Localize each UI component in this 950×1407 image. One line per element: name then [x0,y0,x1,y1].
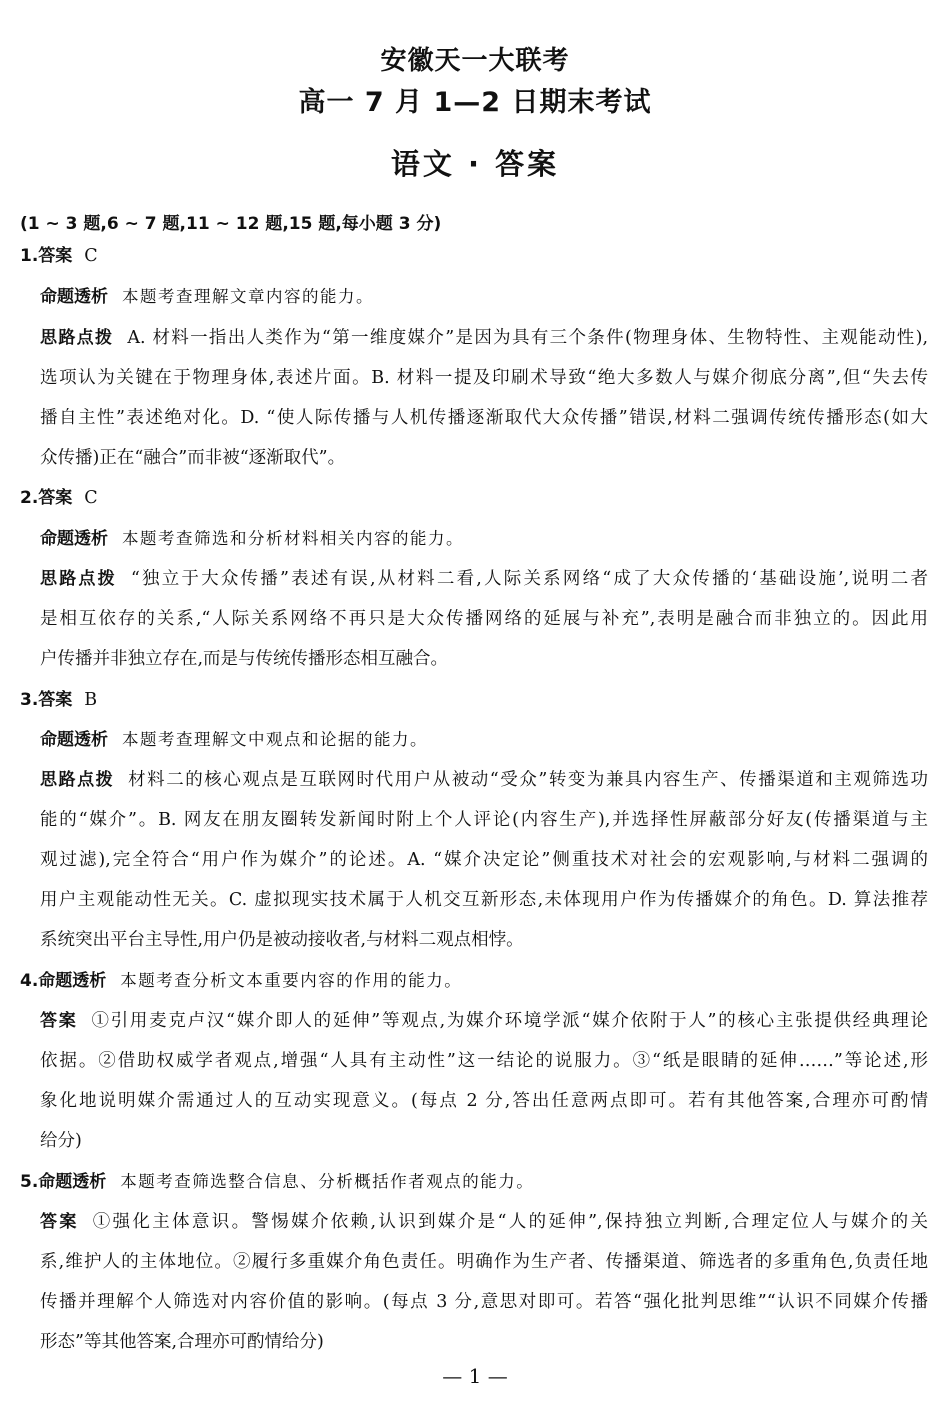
q5-answer-label: 答案 [40,1212,79,1232]
q3-intent-label: 命题透析 [40,730,108,750]
q1-answer-label: 答案 [38,246,73,266]
q2-intent-label: 命题透析 [40,529,108,549]
q1-analysis-label: 思路点拨 [40,328,114,348]
q4-intent-label: 命题透析 [38,971,107,991]
q5-answer-line-3: 传播并理解个人筛选对内容价值的影响。(每点 3 分,意思对即可。若答“强化批判思维”“认识不同媒介传播 [40,1292,928,1312]
q1-intent-row [40,285,374,309]
q3-analysis-line-4: 用户主观能动性无关。C. 虚拟现实技术属于人机交互新形态,未体现用户作为传播媒介的角色。D. 算法推荐 [40,890,928,910]
q2-number: 2. [20,488,39,508]
q5-intent-text: 本题考查筛选整合信息、分析概括作者观点的能力。 [120,1172,535,1191]
q1-analysis-line-2: 选项认为关键在于物理身体,表述片面。B. 材料一提及印刷术导致“绝大多数人与媒介彻底分离”,但“失去传 [40,368,928,388]
q1-intent-text: 本题考查理解文章内容的能力。 [122,287,374,306]
q2-answer-label: 答案 [38,488,73,508]
q1-analysis-line-1: 思路点拨 A. 材料一指出人类作为“第一维度媒介”是因为具有三个条件(物理身体、生物特性、主观能动性), [40,328,929,348]
q5-answer-line-2: 系,维护人的主体地位。②履行多重媒介角色责任。明确作为生产者、传播渠道、筛选者的多重角色,负责任地 [40,1252,928,1272]
q4-intent-text: 本题考查分析文本重要内容的作用的能力。 [120,971,463,990]
q2-analysis-line-2: 是相互依存的关系,“人际关系网络不再只是大众传播网络的延展与补充”,表明是融合而非独立的。因此用 [40,609,928,629]
q1-intent-label: 命题透析 [40,287,108,307]
q5-answer-line-1: 答案 ①强化主体意识。警惕媒介依赖,认识到媒介是“人的延伸”,保持独立判断,合理定位人与媒介的关 [40,1212,928,1232]
q1-answer-row [20,244,98,268]
q2-answer-value: C [84,488,98,508]
q3-analysis-line-5: 系统突出平台主导性,用户仍是被动接收者,与材料二观点相悖。 [40,930,524,950]
q5-intent-row [20,1170,534,1194]
q3-number: 3. [20,690,39,710]
q3-answer-row [20,688,97,712]
q3-answer-label: 答案 [38,690,73,710]
q4-answer-line-2: 依据。②借助权威学者观点,增强“人具有主动性”这一结论的说服力。③“纸是眼睛的延伸……”等论述,形 [40,1051,928,1071]
scoring-note: (1 ~ 3 题,6 ~ 7 题,11 ~ 12 题,15 题,每小题 3 分) [20,214,442,234]
q3-intent-text: 本题考查理解文中观点和论据的能力。 [122,730,428,749]
q4-number: 4. [20,971,39,991]
q1-analysis-line-4: 众传播)正在“融合”而非被“逐渐取代”。 [40,448,346,468]
q3-analysis-line-1: 思路点拨 材料二的核心观点是互联网时代用户从被动“受众”转变为兼具内容生产、传播渠道和主观筛选功 [40,770,928,790]
q5-answer-line-4: 形态”等其他答案,合理亦可酌情给分) [40,1332,324,1352]
q1-answer-value: C [84,246,98,266]
q3-analysis-line-3: 观过滤),完全符合“用户作为媒介”的论述。A. “媒介决定论”侧重技术对社会的宏观影响,与材料二强调的 [40,850,928,870]
subject-title: 语文 · 答案 [390,147,560,181]
exam-title: 高一 7 月 1—2 日期末考试 [298,87,652,118]
q1-number: 1. [20,246,39,266]
q4-answer-line-4: 给分) [40,1131,82,1151]
q4-answer-line-1: 答案 ①引用麦克卢汉“媒介即人的延伸”等观点,为媒介环境学派“媒介依附于人”的核心主张提供经典理论 [40,1011,928,1031]
q2-intent-text: 本题考查筛选和分析材料相关内容的能力。 [122,529,464,548]
q3-answer-value: B [84,690,98,710]
q4-intent-row [20,969,462,993]
q5-intent-label: 命题透析 [38,1172,107,1192]
q3-analysis-line-2: 能的“媒介”。B. 网友在朋友圈转发新闻时附上个人评论(内容生产),并选择性屏蔽部分好友(传播渠道与主 [40,810,928,830]
q1-analysis-line-3: 播自主性”表述绝对化。D. “使人际传播与人机传播逐渐取代大众传播”错误,材料二强调传统传播形态(如大 [40,408,928,428]
q2-intent-row [40,527,464,551]
q2-analysis-label: 思路点拨 [40,569,117,589]
q2-analysis-line-3: 户传播并非独立存在,而是与传统传播形态相互融合。 [40,649,449,669]
q3-intent-row [40,728,428,752]
q4-answer-label: 答案 [40,1011,78,1031]
q2-answer-row [20,486,98,510]
q3-analysis-label: 思路点拨 [40,770,115,790]
q2-analysis-line-1: 思路点拨 “独立于大众传播”表述有误,从材料二看,人际关系网络“成了大众传播的‘基础设施’,说明二者 [40,569,929,589]
page-number: — 1 — [442,1364,508,1388]
exam-organizer-title: 安徽天一大联考 [380,46,570,76]
q5-number: 5. [20,1172,39,1192]
q4-answer-line-3: 象化地说明媒介需通过人的互动实现意义。(每点 2 分,答出任意两点即可。若有其他答案,合理亦可酌情 [40,1091,928,1111]
